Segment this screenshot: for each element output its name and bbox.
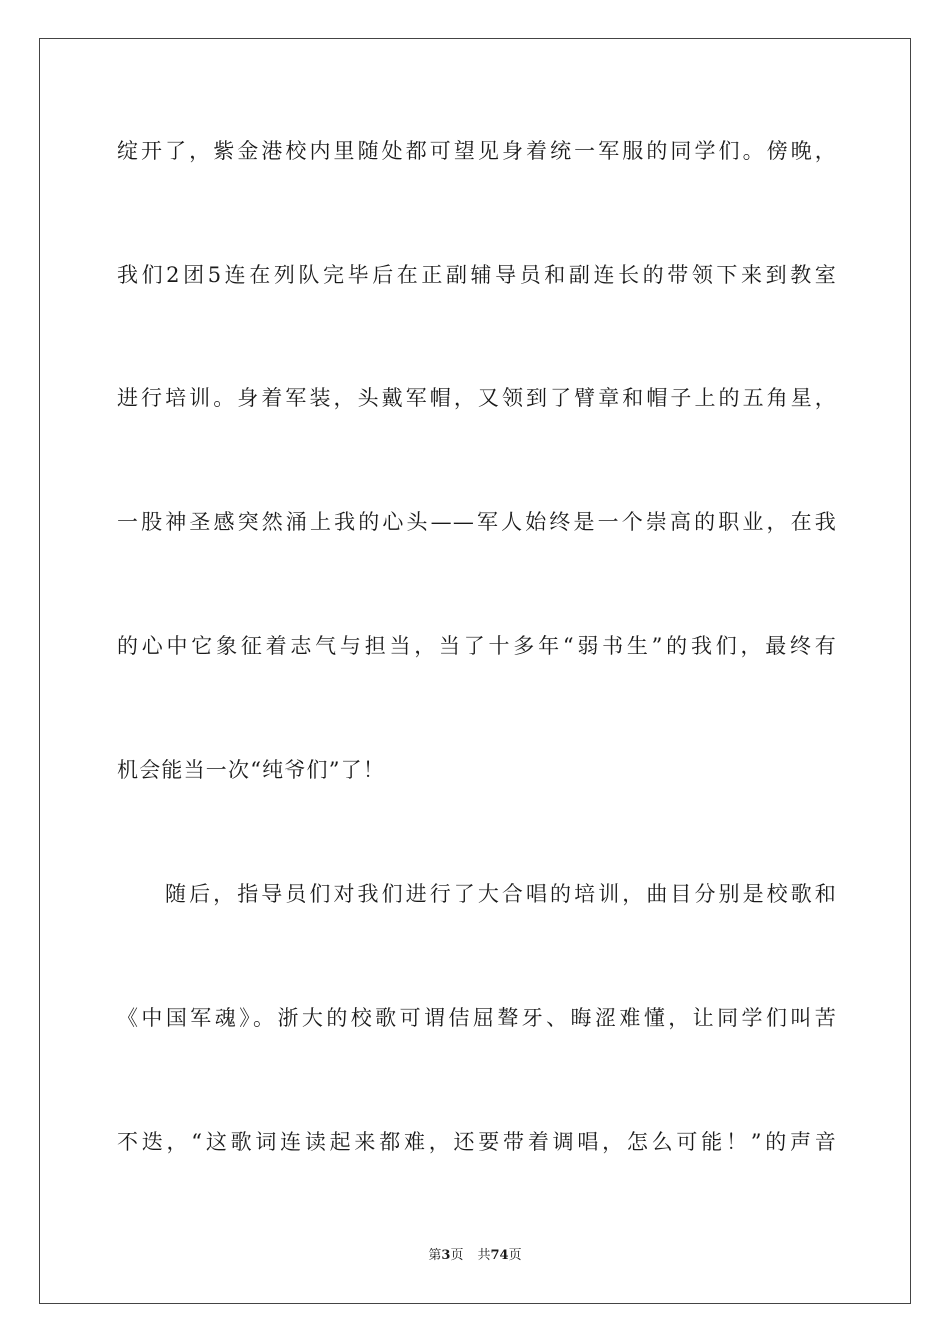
page-footer [0, 1248, 950, 1264]
total-prefix: 共 [477, 1248, 491, 1263]
text-line-9: 不迭，“这歌词连读起来都难，还要带着调唱，怎么可能！”的声音 [117, 1130, 837, 1154]
text-line-3: 进行培训。身着军装，头戴军帽，又领到了臂章和帽子上的五角星， [117, 386, 837, 410]
page-frame [39, 38, 911, 1304]
total-suffix: 页 [508, 1248, 522, 1263]
total-pages: 74 [490, 1248, 509, 1263]
text-line-5: 的心中它象征着志气与担当，当了十多年“弱书生”的我们，最终有 [117, 634, 837, 658]
text-line-8: 《中国军魂》。浙大的校歌可谓佶屈聱牙、晦涩难懂，让同学们叫苦 [117, 1006, 837, 1030]
text-line-2: 我们2团5连在列队完毕后在正副辅导员和副连长的带领下来到教室 [117, 263, 837, 287]
text-line-6: 机会能当一次“纯爷们”了！ [117, 758, 386, 782]
page-prefix: 第 [428, 1248, 442, 1263]
page-number: 3 [441, 1248, 451, 1263]
text-line-1: 绽开了，紫金港校内里随处都可望见身着统一军服的同学们。傍晚， [117, 139, 837, 163]
text-line-7: 随后，指导员们对我们进行了大合唱的培训，曲目分别是校歌和 [165, 882, 837, 906]
text-line-4: 一股神圣感突然涌上我的心头——军人始终是一个崇高的职业，在我 [117, 510, 837, 534]
page-suffix: 页 [450, 1248, 464, 1263]
